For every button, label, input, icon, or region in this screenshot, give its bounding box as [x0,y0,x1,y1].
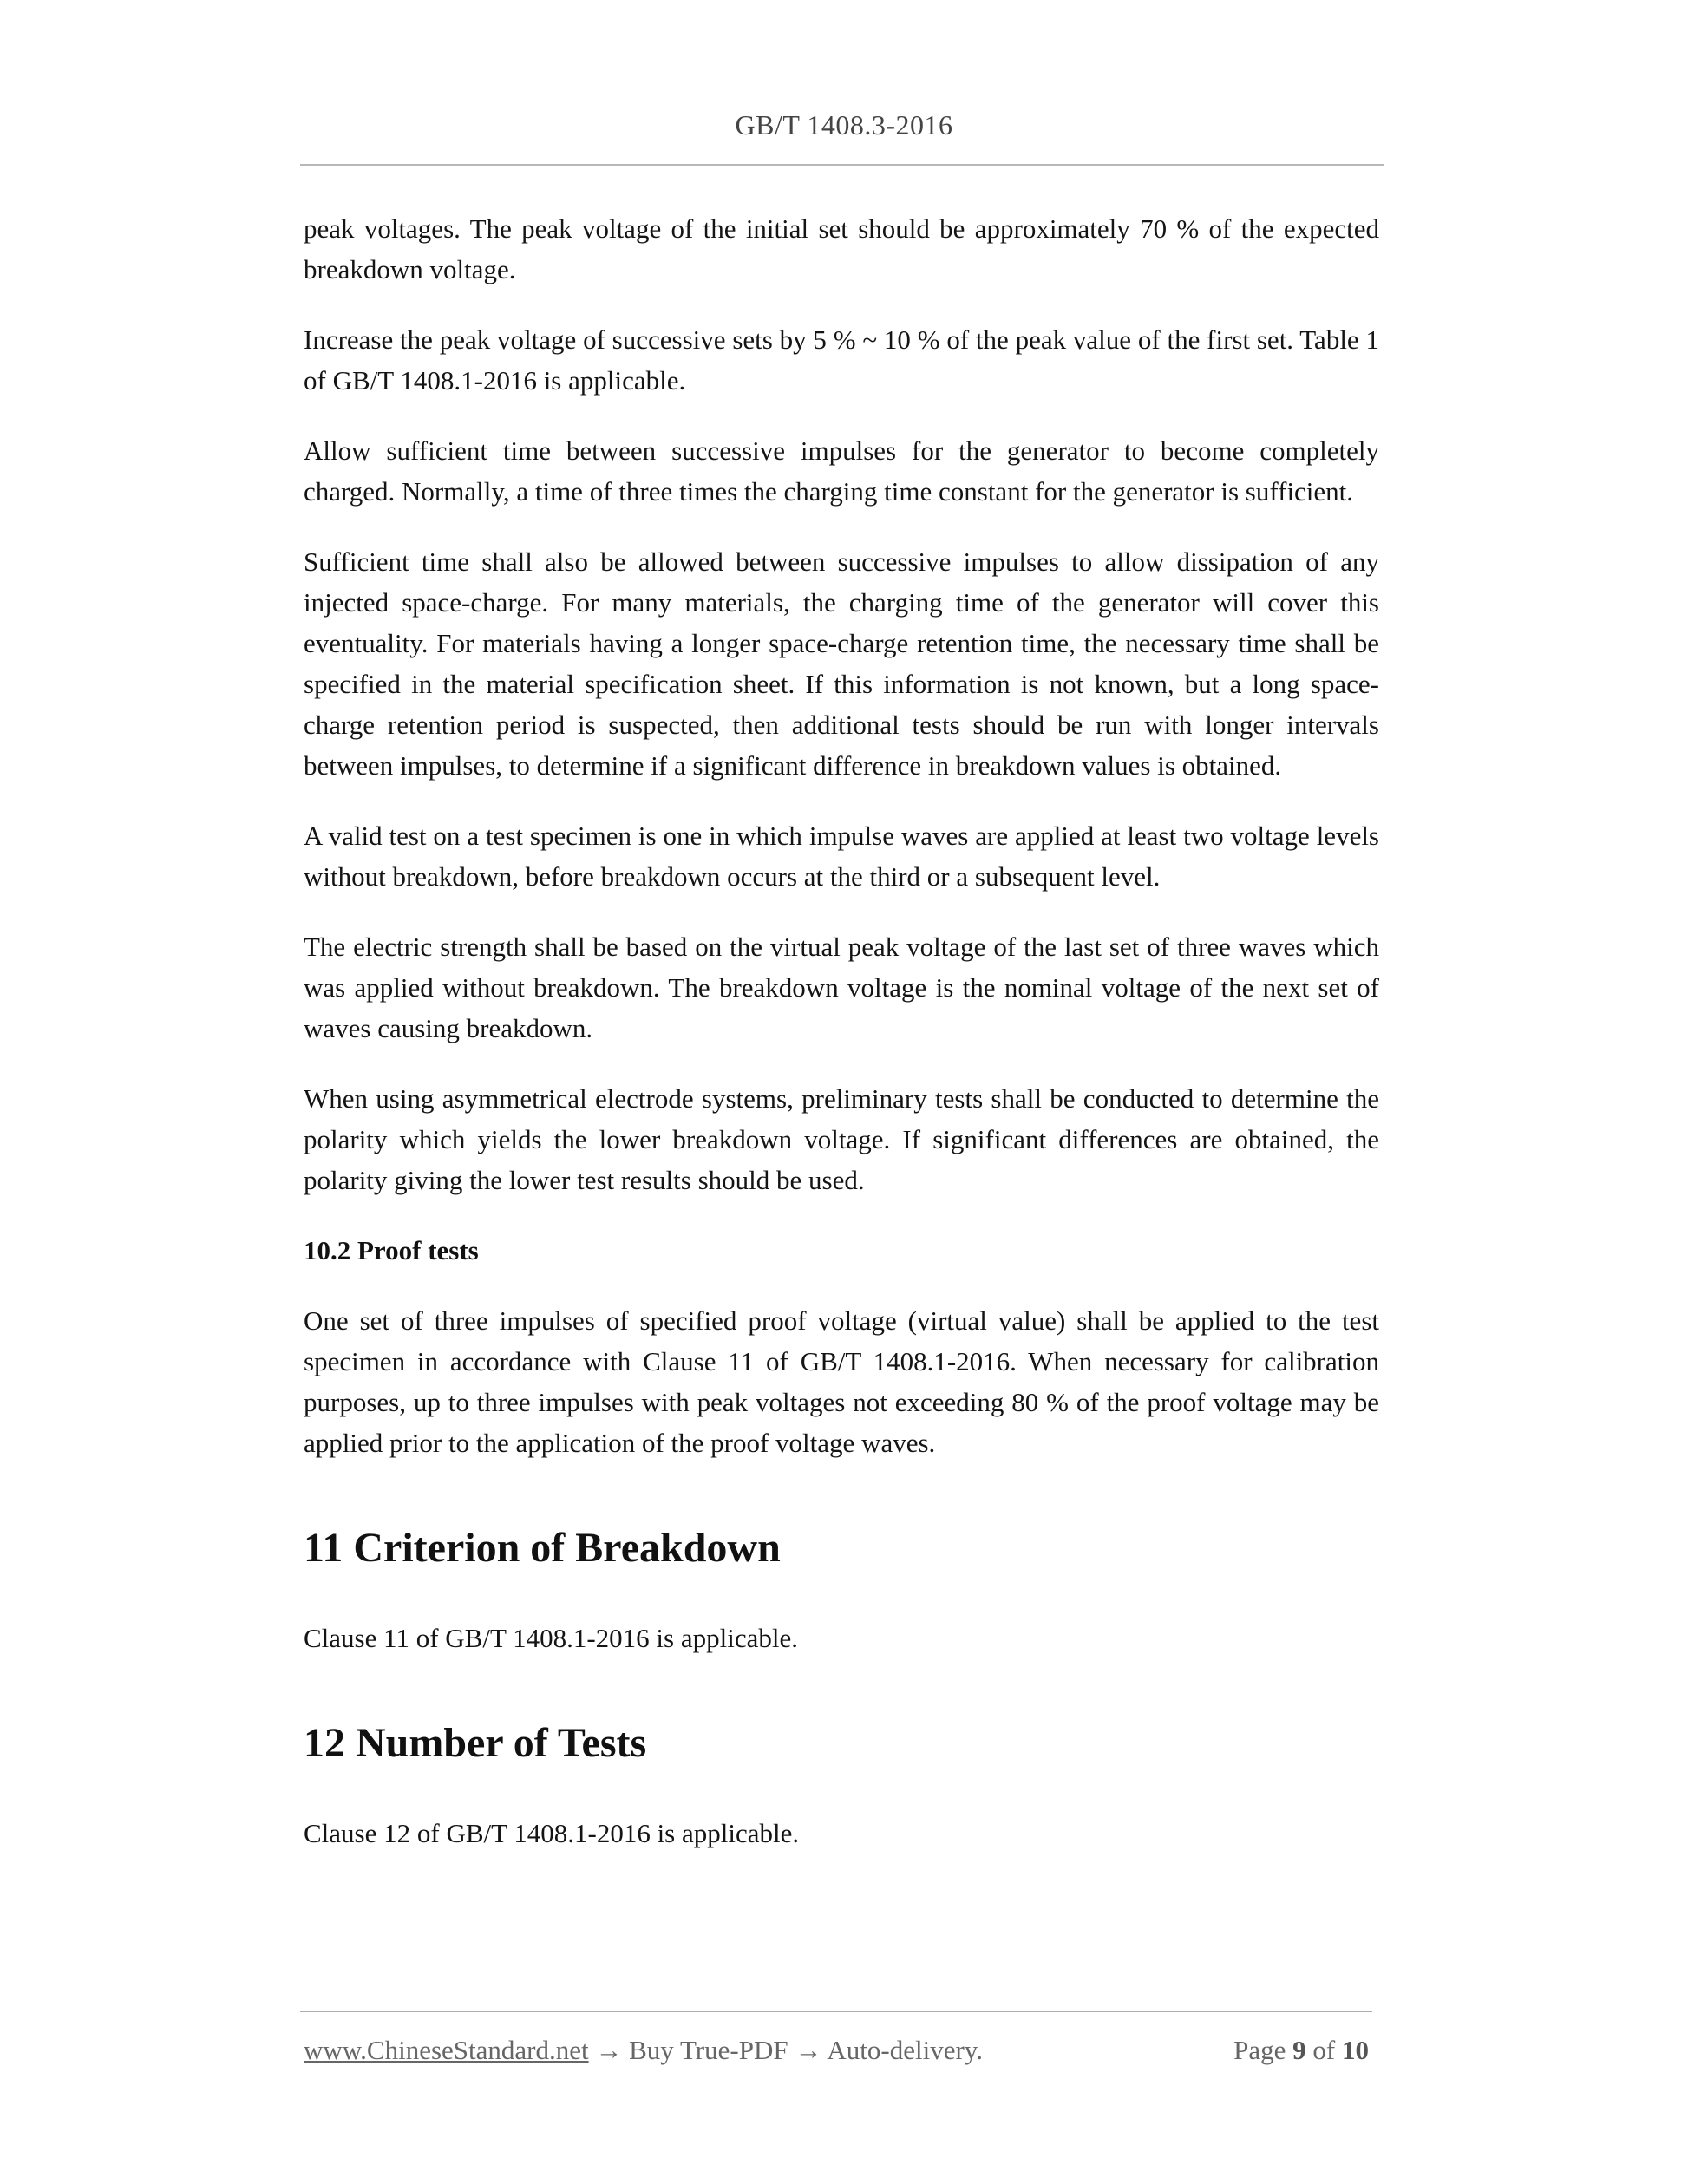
paragraph-space-charge: Sufficient time shall also be allowed between successive impulses to allow dissipation of any injected space-charge. For many materials, the charging time of the generator will cover this eventuality. For materials having a longer space-charge retention time, the necessary time shall be specified in the material specification sheet. If this information is not known, but a long space-charge retention period is suspected, then additional tests should be run with longer intervals between impulses, to determine if a significant difference in breakdown values is obtained. [304,546,1379,781]
page-content [304,208,1379,1883]
page-number [1233,2030,1369,2071]
section-heading-criterion-of-breakdown: 11 Criterion of Breakdown [304,1525,781,1571]
paragraph-peak-voltages: peak voltages. The peak voltage of the initial set should be approximately 70 % of the expected breakdown voltage. [304,213,1379,284]
section-heading-number-of-tests: 12 Number of Tests [304,1720,647,1766]
subsection-heading-proof-tests: 10.2 Proof tests [304,1235,479,1265]
header-divider [300,164,1384,166]
paragraph-clause-12: Clause 12 of GB/T 1408.1-2016 is applicable. [304,1818,800,1848]
paragraph-electric-strength: The electric strength shall be based on the virtual peak voltage of the last set of three waves which was applied without breakdown. The breakdown voltage is the nominal voltage of the next set of waves causing breakdown. [304,932,1379,1043]
arrow-right-icon: → [795,2035,822,2065]
paragraph-clause-11: Clause 11 of GB/T 1408.1-2016 is applicable. [304,1623,798,1653]
paragraph-valid-test: A valid test on a test specimen is one in which impulse waves are applied at least two voltage levels without breakdown, before breakdown occurs at the third or a subsequent level. [304,821,1379,892]
page-of-label: of [1312,2035,1336,2065]
page-label: Page [1233,2035,1286,2065]
auto-delivery-text: Auto-delivery. [827,2035,984,2065]
paragraph-asymmetrical-electrodes: When using asymmetrical electrode systems, preliminary tests shall be conducted to determine the polarity which yields the lower breakdown voltage. If significant differences are obtained, the polarity giving the lower test results should be used. [304,1083,1379,1195]
paragraph-proof-tests: One set of three impulses of specified proof voltage (virtual value) shall be applied to the test specimen in accordance with Clause 11 of GB/T 1408.1-2016. When necessary for calibration purposes, up to three impulses with peak voltages not exceeding 80 % of the proof voltage may be applied prior to the application of the proof voltage waves. [304,1305,1379,1458]
paragraph-increase-peak-voltage: Increase the peak voltage of successive sets by 5 % ~ 10 % of the peak value of the first set. Table 1 of GB/T 1408.1-2016 is applicable. [304,324,1379,396]
page-current-number: 9 [1292,2035,1306,2065]
website-link[interactable]: www.ChineseStandard.net [304,2035,589,2065]
page-header-title: GB/T 1408.3-2016 [735,109,953,141]
paragraph-sufficient-time-generator: Allow sufficient time between successive impulses for the generator to become completely charged. Normally, a time of three times the charging time constant for the generator is sufficient. [304,435,1379,507]
buy-true-pdf-text: Buy True-PDF [629,2035,788,2065]
footer-promo [304,2030,983,2071]
arrow-right-icon: → [595,2035,623,2065]
page-footer [304,2030,1369,2071]
page-total-number: 10 [1342,2035,1369,2065]
footer-divider [300,2011,1372,2012]
